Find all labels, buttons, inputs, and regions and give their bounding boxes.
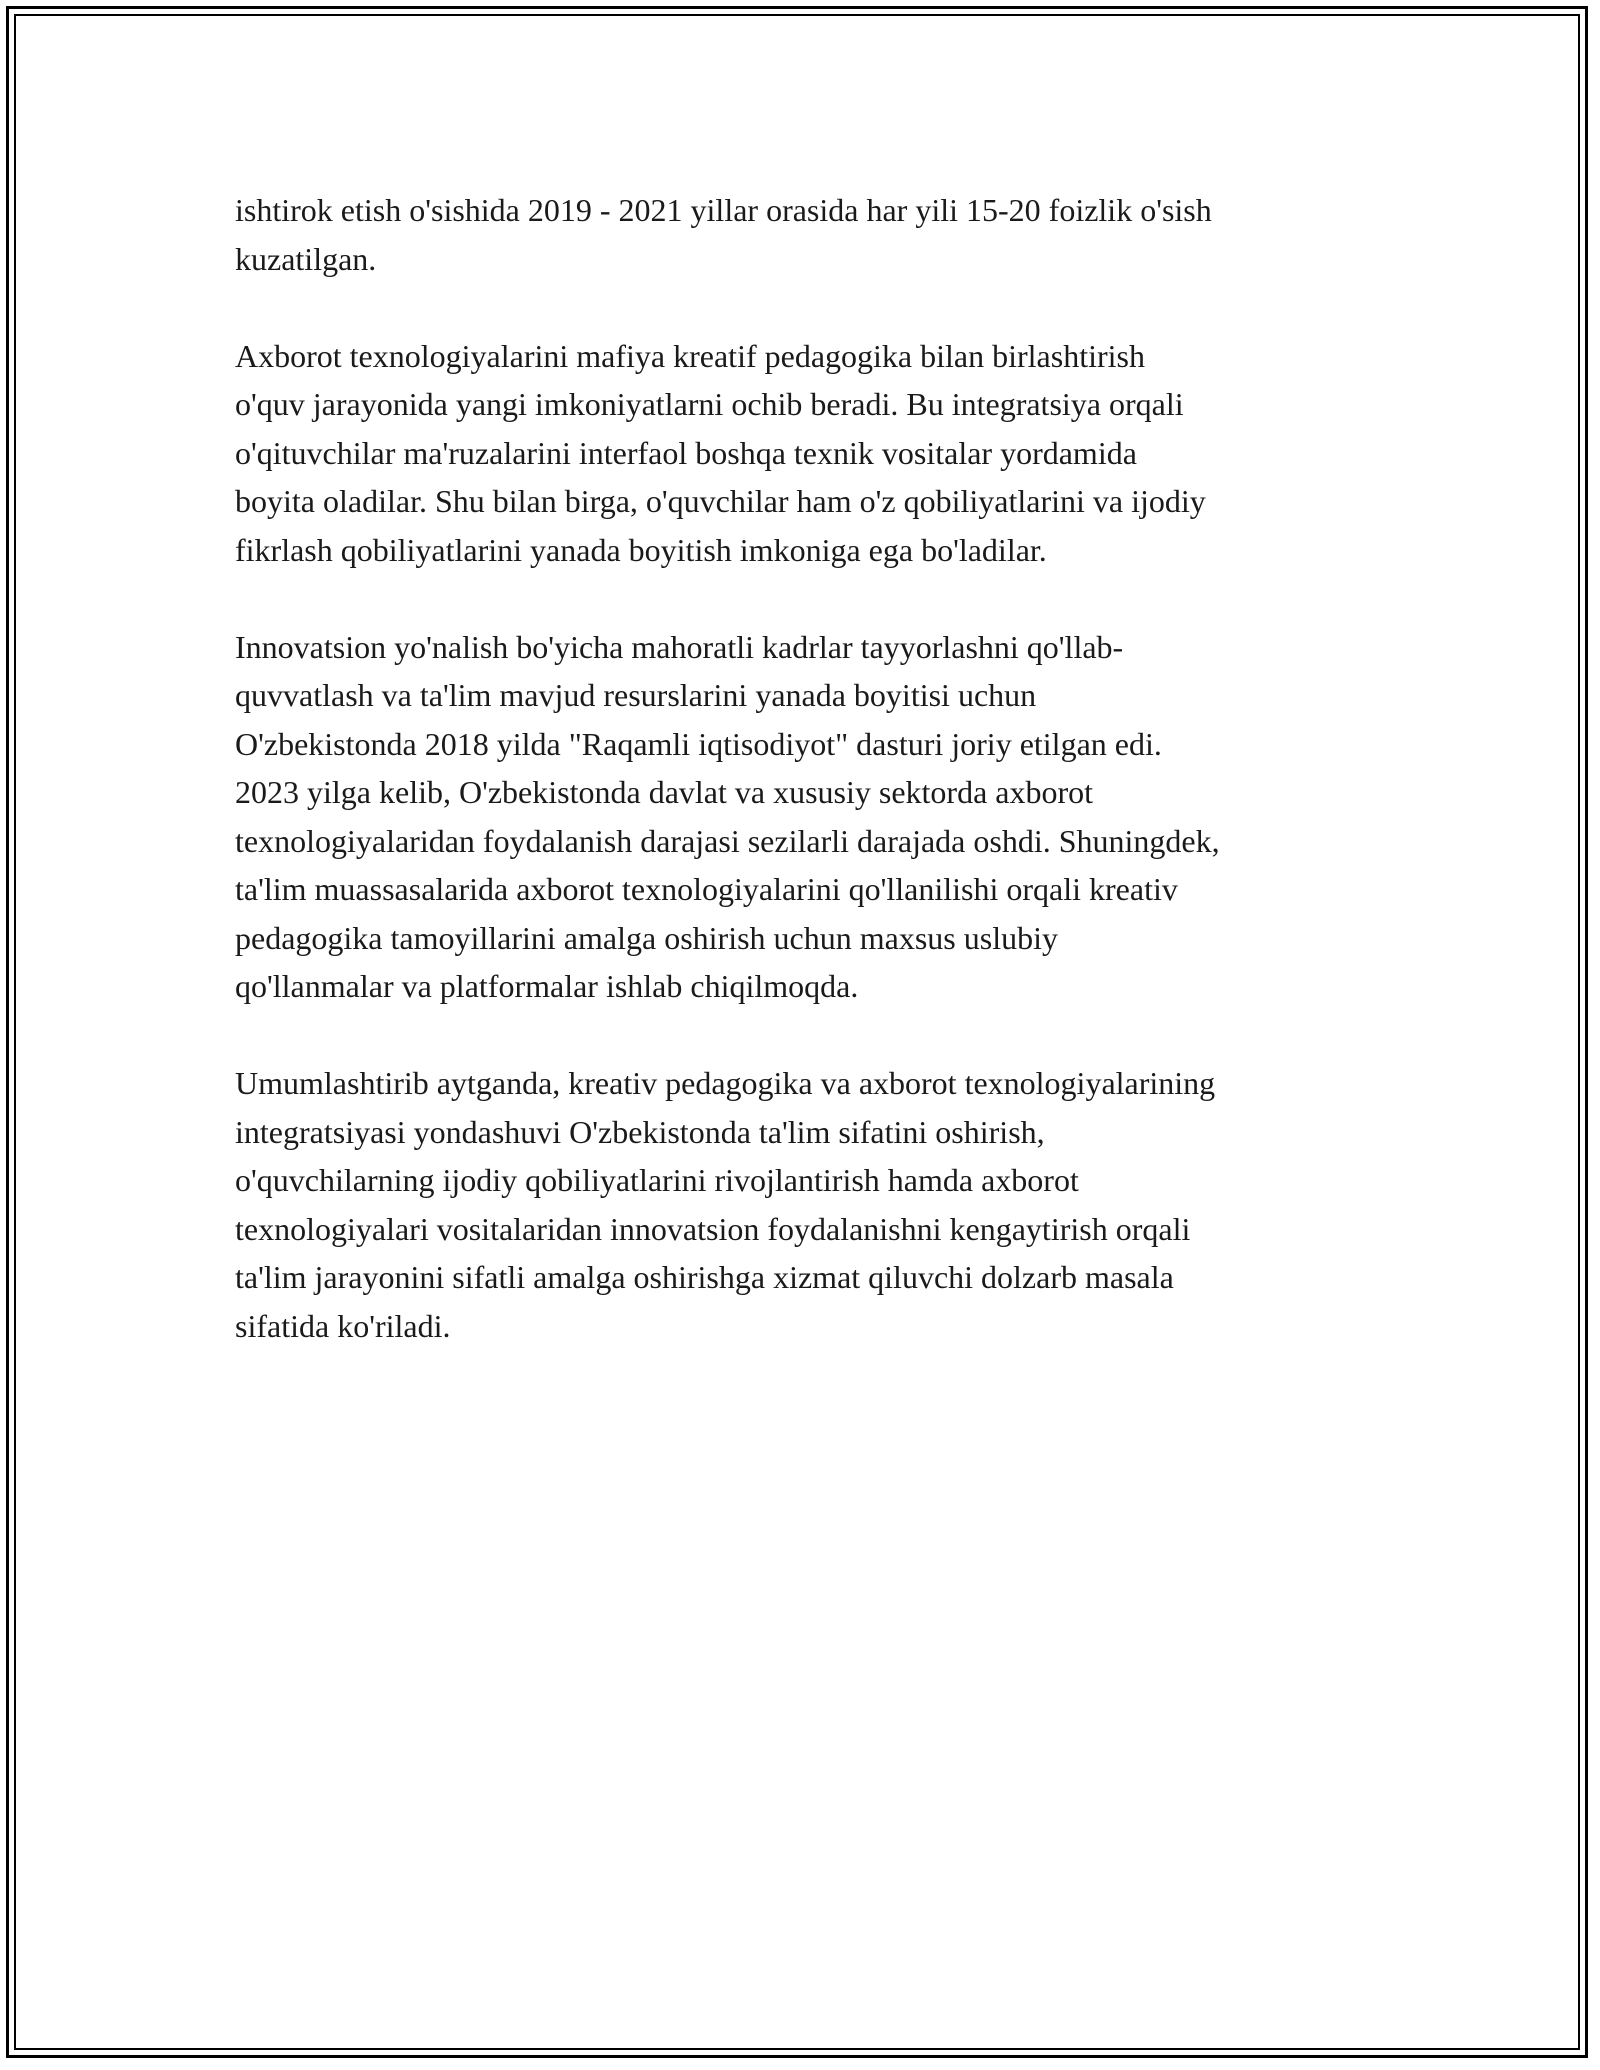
text-line: texnologiyalari vositalaridan innovatsion foydalanishni kengaytirish orqali bbox=[235, 1210, 1191, 1247]
text-line: o'quvchilarning ijodiy qobiliyatlarini rivojlantirish hamda axborot bbox=[235, 1162, 1079, 1198]
text-line: sifatida ko'riladi. bbox=[235, 1307, 451, 1344]
paragraph-growth-statistics bbox=[235, 186, 1385, 283]
text-line: Axborot texnologiyalarini mafiya kreatif pedagogika bilan birlashtirish bbox=[235, 337, 1145, 374]
text-line: Umumlashtirib aytganda, kreativ pedagogika va axborot texnologiyalarining bbox=[235, 1065, 1216, 1101]
text-line: qo'llanmalar va platformalar ishlab chiqilmoqda. bbox=[235, 968, 859, 1004]
text-line: pedagogika tamoyillarini amalga oshirish uchun maxsus uslubiy bbox=[235, 919, 1058, 956]
paragraph-it-creative-pedagogy bbox=[235, 332, 1385, 575]
text-line: Innovatsion yo'nalish bo'yicha mahoratli kadrlar tayyorlashni qo'llab- bbox=[235, 628, 1124, 665]
text-line: quvvatlash va ta'lim mavjud resurslarini yanada boyitisi uchun bbox=[235, 677, 1037, 713]
text-line: O'zbekistonda 2018 yilda "Raqamli iqtisodiyot" dasturi joriy etilgan edi. bbox=[235, 725, 1162, 762]
paragraph-conclusion bbox=[235, 1059, 1385, 1350]
paragraph-digital-economy-program bbox=[235, 623, 1385, 1011]
text-line: ishtirok etish o'sishida 2019 - 2021 yillar orasida har yili 15-20 foizlik o'sish bbox=[235, 192, 1212, 228]
text-line: boyita oladilar. Shu bilan birga, o'quvchilar ham o'z qobiliyatlarini va ijodiy bbox=[235, 483, 1206, 519]
text-line: o'quv jarayonida yangi imkoniyatlarni ochib beradi. Bu integratsiya orqali bbox=[235, 386, 1184, 422]
text-line: o'qituvchilar ma'ruzalarini interfaol boshqa texnik vositalar yordamida bbox=[235, 434, 1137, 471]
text-line: ta'lim muassasalarida axborot texnologiyalarini qo'llanilishi orqali kreativ bbox=[235, 871, 1178, 907]
text-line: 2023 yilga kelib, O'zbekistonda davlat va xususiy sektorda axborot bbox=[235, 774, 1094, 810]
text-line: texnologiyalaridan foydalanish darajasi sezilarli darajada oshdi. Shuningdek, bbox=[235, 822, 1220, 859]
text-line: ta'lim jarayonini sifatli amalga oshirishga xizmat qiluvchi dolzarb masala bbox=[235, 1259, 1174, 1295]
text-line: integratsiyasi yondashuvi O'zbekistonda ta'lim sifatini oshirish, bbox=[235, 1113, 1045, 1150]
text-line: kuzatilgan. bbox=[235, 240, 377, 277]
text-line: fikrlash qobiliyatlarini yanada boyitish imkoniga ega bo'ladilar. bbox=[235, 531, 1047, 568]
document-body bbox=[235, 186, 1385, 1399]
